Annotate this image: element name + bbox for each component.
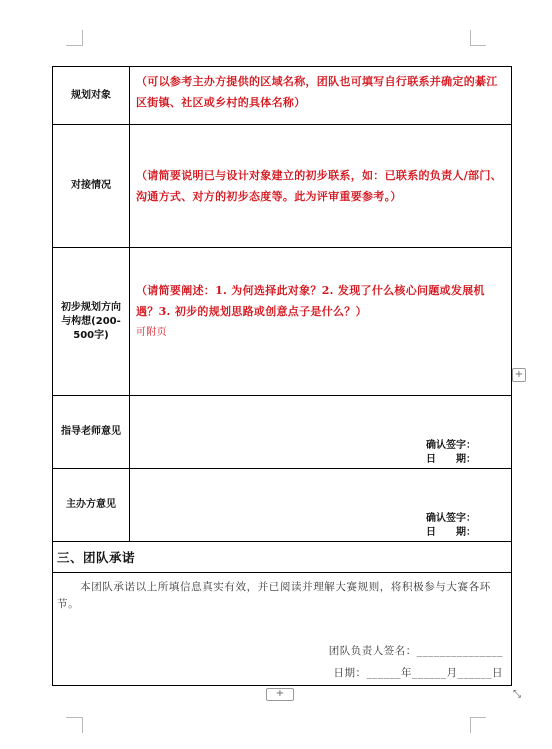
- label-organizer-opinion: 主办方意见: [53, 469, 130, 542]
- advisor-date-label: 日 期：: [426, 454, 476, 465]
- crop-mark-top-left-h: [66, 45, 82, 46]
- hint-preliminary-plan: （请简要阐述：1. 为何选择此对象？2. 发现了什么核心问题或发展机遇？3. 初步的规划思路或创意点子是什么？）: [136, 284, 485, 318]
- row-contact-status: [53, 125, 512, 248]
- add-table-row-button[interactable]: +: [266, 688, 294, 701]
- hint-attachment-note: 可附页: [136, 327, 167, 338]
- table-resize-handle[interactable]: ⤡: [513, 689, 521, 700]
- leader-sign-line: 团队负责人签名：_______________: [328, 645, 503, 657]
- row-section3-heading: [53, 542, 512, 573]
- row-planning-target: [53, 67, 512, 125]
- pledge-date-line: 日期：______年______月______日: [333, 667, 503, 679]
- cell-planning-target[interactable]: [130, 67, 512, 125]
- row-organizer-opinion: [53, 469, 512, 542]
- label-contact-status: 对接情况: [53, 125, 130, 248]
- crop-mark-top-right-v: [470, 30, 471, 46]
- crop-mark-bottom-left-h: [66, 717, 82, 718]
- row-advisor-opinion: [53, 396, 512, 469]
- advisor-sign-label: 确认签字：: [426, 440, 476, 451]
- hint-planning-target: （可以参考主办方提供的区域名称，团队也可填写自行联系并确定的綦江区街镇、社区或乡村的具体名称）: [136, 75, 498, 109]
- add-row-button[interactable]: +: [512, 368, 526, 382]
- cell-team-pledge[interactable]: [53, 573, 512, 686]
- hint-contact-status: （请简要说明已与设计对象建立的初步联系，如：已联系的负责人/部门、沟通方式、对方的初步态度等。此为评审重要参考。）: [136, 169, 502, 203]
- cell-advisor-opinion[interactable]: [130, 396, 512, 469]
- crop-mark-bottom-right-h: [470, 717, 486, 718]
- organizer-sign-label: 确认签字：: [426, 513, 476, 524]
- application-form-table: [52, 66, 512, 686]
- crop-mark-top-left-v: [82, 30, 83, 46]
- cell-contact-status[interactable]: [130, 125, 512, 248]
- label-planning-target: 规划对象: [53, 67, 130, 125]
- label-preliminary-plan: 初步规划方向与构想(200-500字): [53, 248, 130, 396]
- pledge-text: 本团队承诺以上所填信息真实有效，并已阅读并理解大赛规则，将积极参与大赛各环节。: [57, 581, 491, 610]
- crop-mark-bottom-left-v: [82, 717, 83, 733]
- row-preliminary-plan: [53, 248, 512, 396]
- label-advisor-opinion: 指导老师意见: [53, 396, 130, 469]
- crop-mark-bottom-right-v: [470, 717, 471, 733]
- crop-mark-top-right-h: [470, 45, 486, 46]
- cell-organizer-opinion[interactable]: [130, 469, 512, 542]
- section3-title: 三、团队承诺: [53, 542, 512, 573]
- row-team-pledge: [53, 573, 512, 686]
- organizer-date-label: 日 期：: [426, 527, 476, 538]
- cell-preliminary-plan[interactable]: [130, 248, 512, 396]
